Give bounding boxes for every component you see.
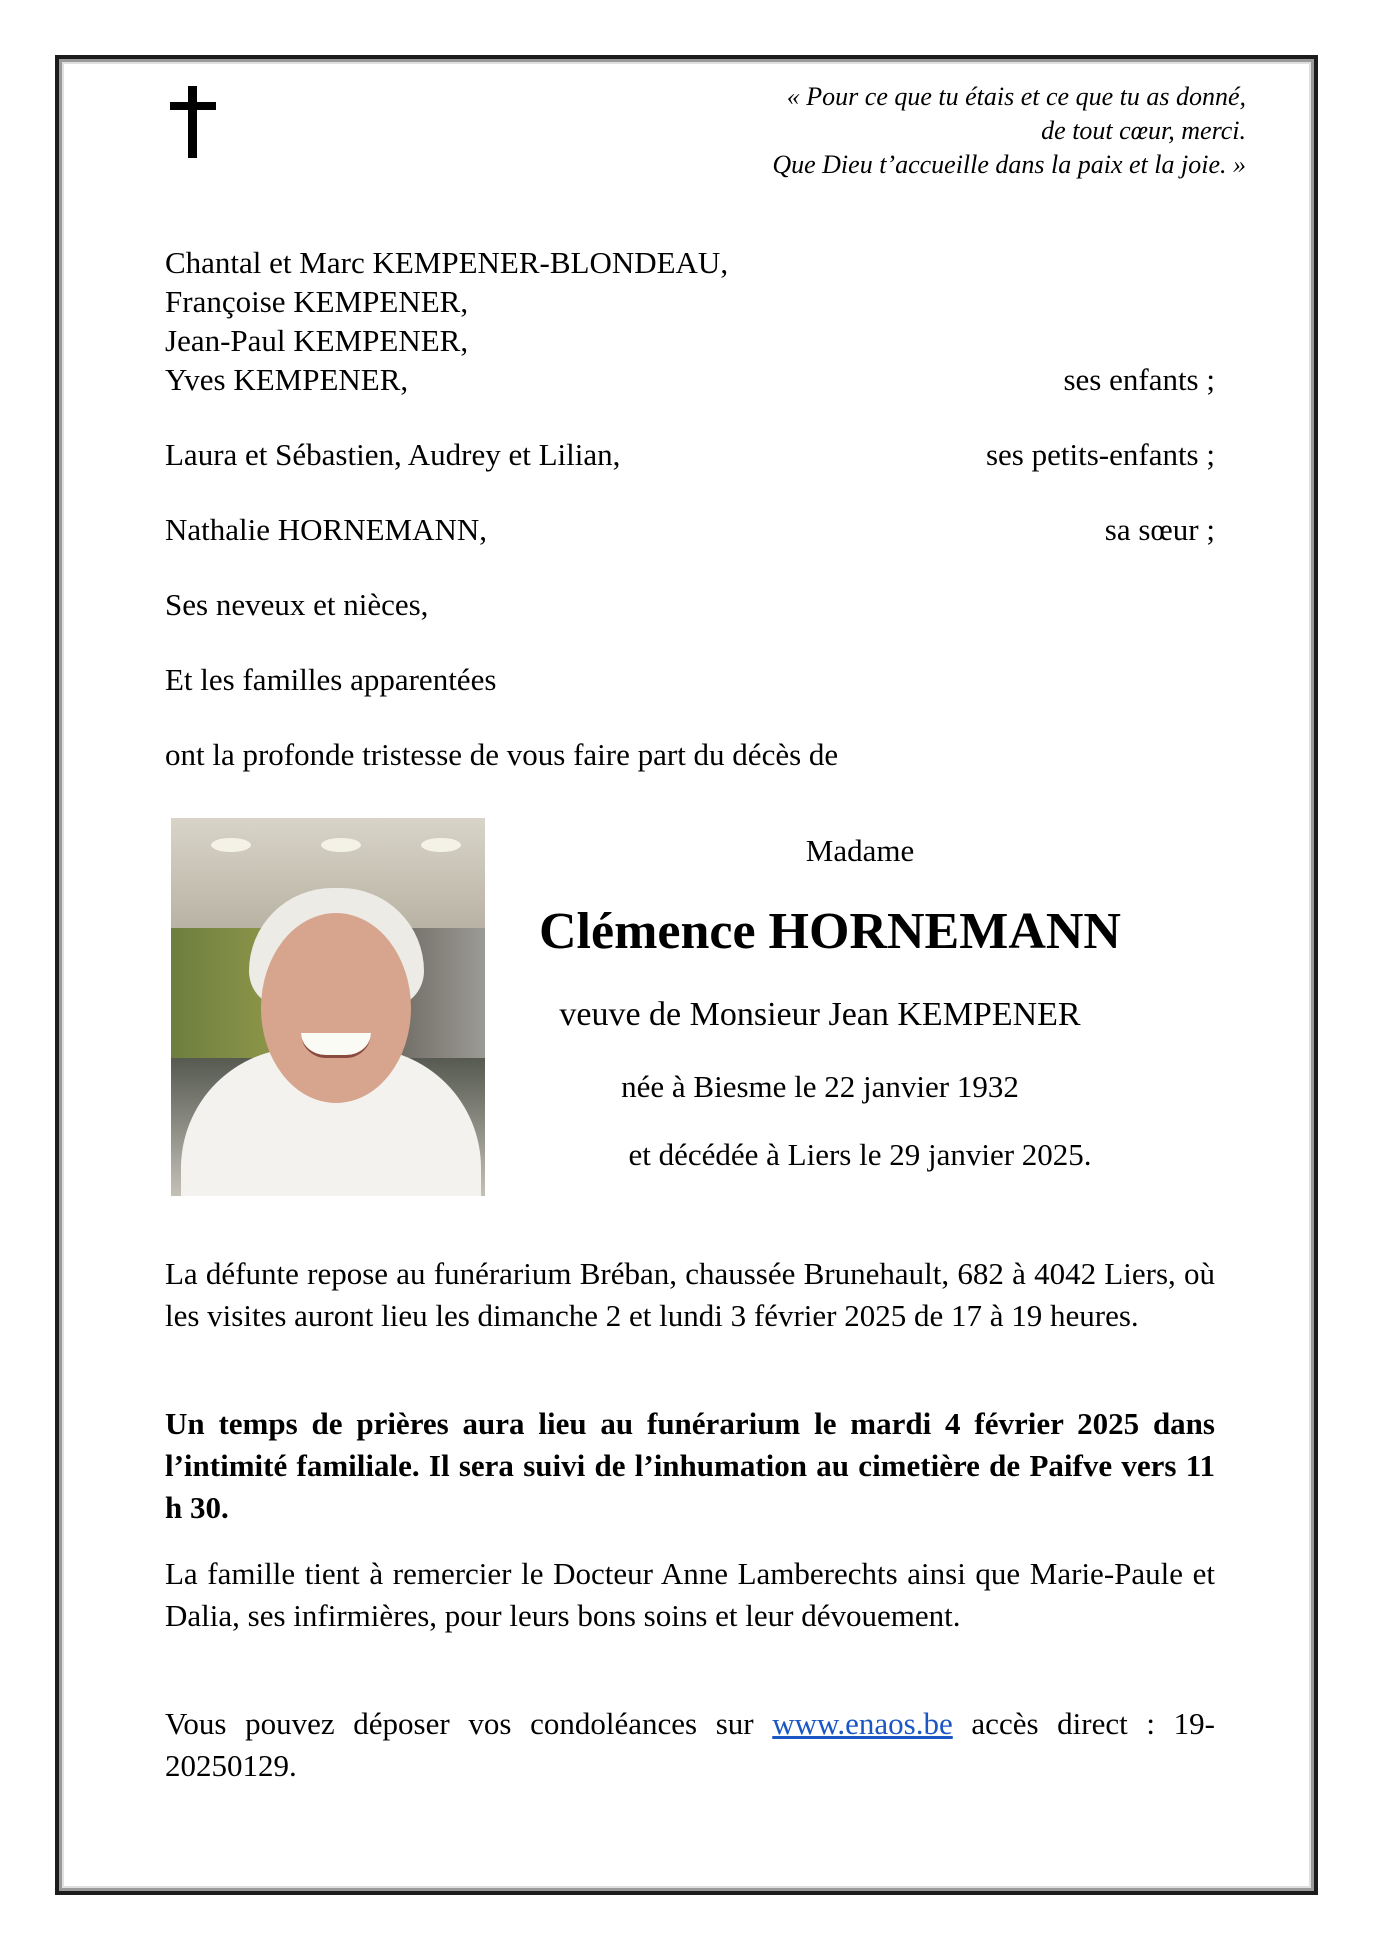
family-member: Nathalie HORNEMANN, sa sœur ; [165,512,1215,547]
honorific: Madame [805,833,915,868]
deceased-name: Clémence HORNEMANN [539,903,1121,960]
quote-line: de tout cœur, merci. [1041,116,1246,145]
quote-line: « Pour ce que tu étais et ce que tu as donné, [786,82,1246,111]
visitation-paragraph: La défunte repose au funérarium Bréban, chaussée Brunehault, 682 à 4042 Liers, où les visites auront lieu les dimanche 2 et lundi 3 février 2025 de 17 à 19 heures. [165,1256,1215,1333]
death-line: et décédée à Liers le 29 janvier 2025. [628,1137,1092,1172]
thanks-paragraph: La famille tient à remercier le Docteur Anne Lamberechts ainsi que Marie-Paule et Dalia, ses infirmières, pour leurs bons soins et leur dévouement. [165,1556,1215,1633]
family-member: Et les familles apparentées [165,662,497,697]
portrait-photo [171,818,485,1196]
family-member: Yves KEMPENER, ses enfants ; [165,362,1215,397]
announcement-line: ont la profonde tristesse de vous faire part du décès de [165,737,839,772]
birth-line: née à Biesme le 22 janvier 1932 [621,1069,1019,1104]
relation-label: ses enfants ; [1063,362,1215,397]
relation-label: ses petits-enfants ; [985,437,1215,472]
quote-line: Que Dieu t’accueille dans la paix et la joie. » [772,150,1246,179]
cross-icon [170,86,216,158]
condolences-paragraph: Vous pouvez déposer vos condoléances sur www.enaos.be accès direct : 19-20250129. [165,1706,1216,1783]
epigraph-quote [546,80,1246,182]
condolences-link[interactable]: www.enaos.be [772,1706,953,1741]
family-member: Laura et Sébastien, Audrey et Lilian, ses petits-enfants ; [165,437,1215,472]
widow-line: veuve de Monsieur Jean KEMPENER [559,996,1081,1033]
family-list [165,243,1215,774]
family-member: Jean-Paul KEMPENER, [165,323,469,358]
family-member: Chantal et Marc KEMPENER-BLONDEAU, [165,245,729,280]
relation-label: sa sœur ; [1104,512,1215,547]
family-member: Françoise KEMPENER, [165,284,469,319]
family-member: Ses neveux et nièces, [165,587,429,622]
prayer-paragraph: Un temps de prières aura lieu au funérarium le mardi 4 février 2025 dans l’intimité familiale. Il sera suivi de l’inhumation au cimetière de Paifve vers 11 h 30. [165,1406,1215,1525]
